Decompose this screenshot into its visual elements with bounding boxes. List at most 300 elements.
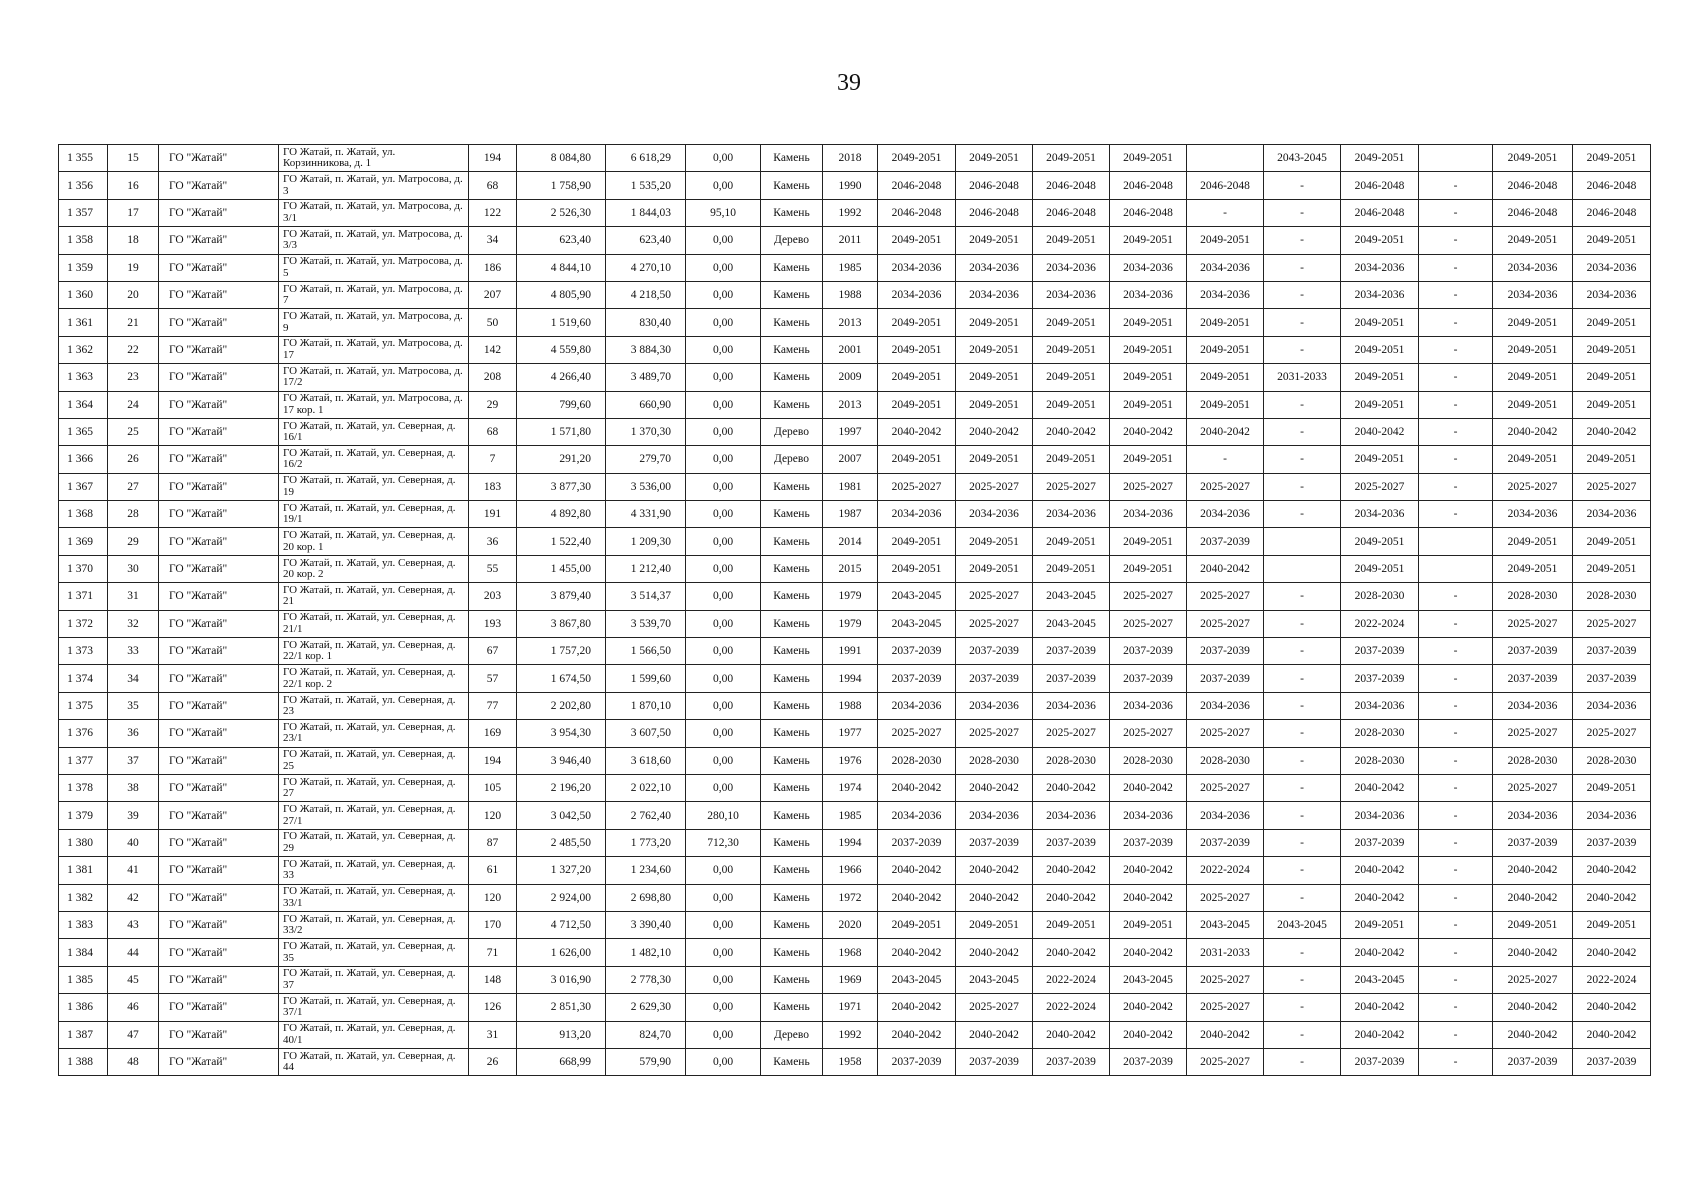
cell-repair-period-5: 2037-2039 (1187, 829, 1264, 856)
cell-year-built: 1997 (823, 418, 878, 445)
table-row (59, 473, 1651, 500)
cell-municipality: ГО "Жатай" (159, 309, 279, 336)
cell-repair-period-4: 2049-2051 (1110, 528, 1187, 555)
cell-repair-period-6: - (1264, 254, 1341, 281)
cell-repair-period-4: 2049-2051 (1110, 364, 1187, 391)
cell-repair-period-5: 2040-2042 (1187, 418, 1264, 445)
cell-repair-period-4: 2034-2036 (1110, 281, 1187, 308)
cell-repair-period-3: 2025-2027 (1033, 473, 1110, 500)
cell-wall-material: Камень (761, 610, 823, 637)
cell-repair-period-8: - (1419, 638, 1493, 665)
cell-repair-period-6: - (1264, 638, 1341, 665)
cell-total-area: 3 042,50 (517, 802, 606, 829)
cell-repair-period-3: 2025-2027 (1033, 720, 1110, 747)
table-row (59, 364, 1651, 391)
cell-repair-period-10: 2034-2036 (1573, 254, 1651, 281)
cell-wall-material: Камень (761, 473, 823, 500)
cell-repair-period-1: 2043-2045 (878, 583, 956, 610)
cell-repair-period-10: 2034-2036 (1573, 802, 1651, 829)
cell-row-number: 1 361 (59, 309, 108, 336)
cell-repair-period-2: 2049-2051 (956, 364, 1033, 391)
cell-repair-period-1: 2028-2030 (878, 747, 956, 774)
cell-repair-period-1: 2049-2051 (878, 364, 956, 391)
cell-repair-period-3: 2037-2039 (1033, 829, 1110, 856)
cell-repair-period-3: 2040-2042 (1033, 774, 1110, 801)
cell-repair-period-3: 2040-2042 (1033, 1021, 1110, 1048)
cell-repair-period-5: 2037-2039 (1187, 528, 1264, 555)
cell-row-number: 1 382 (59, 884, 108, 911)
cell-nonresidential-area: 0,00 (686, 145, 761, 172)
cell-municipality: ГО "Жатай" (159, 720, 279, 747)
cell-repair-period-2: 2040-2042 (956, 884, 1033, 911)
cell-repair-period-7: 2034-2036 (1341, 254, 1419, 281)
cell-municipality: ГО "Жатай" (159, 528, 279, 555)
cell-repair-period-2: 2040-2042 (956, 418, 1033, 445)
cell-row-number: 1 360 (59, 281, 108, 308)
cell-nonresidential-area: 0,00 (686, 939, 761, 966)
cell-residents: 194 (469, 145, 517, 172)
cell-living-area: 660,90 (606, 391, 686, 418)
cell-year-built: 1979 (823, 583, 878, 610)
table-row (59, 966, 1651, 993)
cell-repair-period-10: 2040-2042 (1573, 939, 1651, 966)
cell-repair-period-10: 2028-2030 (1573, 583, 1651, 610)
cell-repair-period-2: 2034-2036 (956, 281, 1033, 308)
cell-repair-period-3: 2034-2036 (1033, 692, 1110, 719)
cell-repair-period-8: - (1419, 911, 1493, 938)
cell-repair-period-8: - (1419, 391, 1493, 418)
cell-repair-period-9: 2025-2027 (1493, 720, 1573, 747)
cell-repair-period-2: 2037-2039 (956, 638, 1033, 665)
cell-year-built: 1994 (823, 665, 878, 692)
cell-nonresidential-area: 0,00 (686, 172, 761, 199)
cell-repair-period-7: 2040-2042 (1341, 418, 1419, 445)
cell-repair-period-7: 2037-2039 (1341, 665, 1419, 692)
cell-nonresidential-area: 0,00 (686, 966, 761, 993)
cell-repair-period-1: 2034-2036 (878, 281, 956, 308)
cell-nonresidential-area: 0,00 (686, 1021, 761, 1048)
cell-municipality: ГО "Жатай" (159, 966, 279, 993)
cell-repair-period-8: - (1419, 665, 1493, 692)
cell-repair-period-4: 2049-2051 (1110, 227, 1187, 254)
cell-total-area: 3 954,30 (517, 720, 606, 747)
cell-residents: 68 (469, 418, 517, 445)
cell-repair-period-4: 2037-2039 (1110, 638, 1187, 665)
cell-repair-period-4: 2040-2042 (1110, 994, 1187, 1021)
cell-total-area: 2 851,30 (517, 994, 606, 1021)
cell-repair-period-2: 2049-2051 (956, 528, 1033, 555)
cell-sub-number: 30 (108, 555, 159, 582)
cell-wall-material: Камень (761, 638, 823, 665)
cell-nonresidential-area: 0,00 (686, 583, 761, 610)
cell-nonresidential-area: 0,00 (686, 720, 761, 747)
cell-living-area: 2 629,30 (606, 994, 686, 1021)
cell-repair-period-6: - (1264, 391, 1341, 418)
cell-municipality: ГО "Жатай" (159, 583, 279, 610)
cell-living-area: 3 514,37 (606, 583, 686, 610)
cell-total-area: 668,99 (517, 1048, 606, 1075)
cell-row-number: 1 378 (59, 774, 108, 801)
cell-repair-period-7: 2022-2024 (1341, 610, 1419, 637)
cell-repair-period-4: 2046-2048 (1110, 172, 1187, 199)
cell-repair-period-5: 2049-2051 (1187, 391, 1264, 418)
cell-repair-period-2: 2049-2051 (956, 911, 1033, 938)
cell-repair-period-1: 2034-2036 (878, 501, 956, 528)
table-row (59, 227, 1651, 254)
cell-row-number: 1 356 (59, 172, 108, 199)
cell-repair-period-9: 2037-2039 (1493, 1048, 1573, 1075)
cell-repair-period-10: 2049-2051 (1573, 528, 1651, 555)
cell-repair-period-7: 2028-2030 (1341, 583, 1419, 610)
cell-repair-period-10: 2040-2042 (1573, 418, 1651, 445)
cell-repair-period-1: 2040-2042 (878, 857, 956, 884)
cell-municipality: ГО "Жатай" (159, 747, 279, 774)
cell-repair-period-1: 2049-2051 (878, 309, 956, 336)
cell-repair-period-4: 2049-2051 (1110, 309, 1187, 336)
cell-wall-material: Камень (761, 665, 823, 692)
cell-living-area: 2 778,30 (606, 966, 686, 993)
cell-year-built: 1976 (823, 747, 878, 774)
cell-repair-period-9: 2034-2036 (1493, 692, 1573, 719)
cell-nonresidential-area: 0,00 (686, 391, 761, 418)
cell-repair-period-9: 2028-2030 (1493, 583, 1573, 610)
cell-living-area: 4 218,50 (606, 281, 686, 308)
cell-total-area: 1 571,80 (517, 418, 606, 445)
cell-repair-period-9: 2034-2036 (1493, 802, 1573, 829)
cell-repair-period-2: 2034-2036 (956, 692, 1033, 719)
cell-total-area: 913,20 (517, 1021, 606, 1048)
cell-address: ГО Жатай, п. Жатай, ул. Северная, д. 33/2 (279, 911, 469, 938)
cell-residents: 186 (469, 254, 517, 281)
cell-repair-period-8: - (1419, 857, 1493, 884)
cell-repair-period-9: 2040-2042 (1493, 1021, 1573, 1048)
cell-repair-period-2: 2049-2051 (956, 309, 1033, 336)
cell-nonresidential-area: 0,00 (686, 364, 761, 391)
cell-nonresidential-area: 0,00 (686, 528, 761, 555)
cell-repair-period-3: 2037-2039 (1033, 1048, 1110, 1075)
cell-repair-period-8: - (1419, 692, 1493, 719)
cell-year-built: 1971 (823, 994, 878, 1021)
page-number: 39 (837, 70, 861, 96)
cell-repair-period-4: 2025-2027 (1110, 583, 1187, 610)
cell-year-built: 2015 (823, 555, 878, 582)
cell-repair-period-10: 2049-2051 (1573, 227, 1651, 254)
table-row (59, 665, 1651, 692)
cell-wall-material: Камень (761, 939, 823, 966)
cell-repair-period-2: 2040-2042 (956, 857, 1033, 884)
cell-nonresidential-area: 0,00 (686, 446, 761, 473)
cell-repair-period-6: - (1264, 939, 1341, 966)
cell-repair-period-5: 2040-2042 (1187, 1021, 1264, 1048)
table-row (59, 884, 1651, 911)
cell-repair-period-7: 2040-2042 (1341, 994, 1419, 1021)
cell-repair-period-6: - (1264, 1021, 1341, 1048)
cell-year-built: 2011 (823, 227, 878, 254)
cell-address: ГО Жатай, п. Жатай, ул. Северная, д. 19 (279, 473, 469, 500)
cell-repair-period-5: 2049-2051 (1187, 309, 1264, 336)
cell-repair-period-1: 2037-2039 (878, 1048, 956, 1075)
cell-nonresidential-area: 0,00 (686, 1048, 761, 1075)
cell-municipality: ГО "Жатай" (159, 555, 279, 582)
cell-repair-period-9: 2049-2051 (1493, 555, 1573, 582)
cell-row-number: 1 367 (59, 473, 108, 500)
cell-residents: 126 (469, 994, 517, 1021)
cell-repair-period-4: 2040-2042 (1110, 939, 1187, 966)
cell-wall-material: Камень (761, 747, 823, 774)
cell-residents: 207 (469, 281, 517, 308)
cell-repair-period-10: 2049-2051 (1573, 145, 1651, 172)
table-row (59, 638, 1651, 665)
cell-sub-number: 25 (108, 418, 159, 445)
cell-repair-period-9: 2049-2051 (1493, 364, 1573, 391)
cell-repair-period-7: 2049-2051 (1341, 145, 1419, 172)
cell-residents: 87 (469, 829, 517, 856)
cell-repair-period-9: 2040-2042 (1493, 939, 1573, 966)
cell-repair-period-10: 2049-2051 (1573, 364, 1651, 391)
cell-residents: 36 (469, 528, 517, 555)
cell-repair-period-6: - (1264, 610, 1341, 637)
cell-repair-period-10: 2040-2042 (1573, 1021, 1651, 1048)
cell-nonresidential-area: 0,00 (686, 227, 761, 254)
cell-municipality: ГО "Жатай" (159, 802, 279, 829)
cell-repair-period-3: 2034-2036 (1033, 254, 1110, 281)
cell-repair-period-3: 2049-2051 (1033, 309, 1110, 336)
cell-repair-period-8: - (1419, 418, 1493, 445)
cell-row-number: 1 372 (59, 610, 108, 637)
cell-repair-period-4: 2034-2036 (1110, 802, 1187, 829)
cell-address: ГО Жатай, п. Жатай, ул. Северная, д. 40/1 (279, 1021, 469, 1048)
cell-year-built: 1966 (823, 857, 878, 884)
cell-living-area: 1 370,30 (606, 418, 686, 445)
cell-repair-period-5: 2037-2039 (1187, 665, 1264, 692)
cell-total-area: 3 867,80 (517, 610, 606, 637)
cell-nonresidential-area: 0,00 (686, 281, 761, 308)
cell-repair-period-5: 2025-2027 (1187, 473, 1264, 500)
cell-repair-period-2: 2049-2051 (956, 227, 1033, 254)
cell-sub-number: 19 (108, 254, 159, 281)
cell-repair-period-10: 2049-2051 (1573, 911, 1651, 938)
cell-address: ГО Жатай, п. Жатай, ул. Северная, д. 33/1 (279, 884, 469, 911)
cell-year-built: 2018 (823, 145, 878, 172)
cell-repair-period-1: 2046-2048 (878, 172, 956, 199)
cell-address: ГО Жатай, п. Жатай, ул. Северная, д. 44 (279, 1048, 469, 1075)
cell-municipality: ГО "Жатай" (159, 501, 279, 528)
cell-repair-period-4: 2049-2051 (1110, 391, 1187, 418)
cell-living-area: 1 234,60 (606, 857, 686, 884)
cell-municipality: ГО "Жатай" (159, 446, 279, 473)
cell-total-area: 3 877,30 (517, 473, 606, 500)
cell-repair-period-9: 2049-2051 (1493, 309, 1573, 336)
cell-row-number: 1 355 (59, 145, 108, 172)
cell-address: ГО Жатай, п. Жатай, ул. Матросова, д. 5 (279, 254, 469, 281)
cell-repair-period-10: 2037-2039 (1573, 829, 1651, 856)
cell-repair-period-5: 2025-2027 (1187, 610, 1264, 637)
cell-row-number: 1 380 (59, 829, 108, 856)
cell-municipality: ГО "Жатай" (159, 1048, 279, 1075)
cell-repair-period-2: 2025-2027 (956, 994, 1033, 1021)
cell-repair-period-8: - (1419, 501, 1493, 528)
cell-repair-period-7: 2046-2048 (1341, 172, 1419, 199)
cell-repair-period-5: 2040-2042 (1187, 555, 1264, 582)
cell-wall-material: Камень (761, 501, 823, 528)
cell-address: ГО Жатай, п. Жатай, ул. Северная, д. 23/1 (279, 720, 469, 747)
cell-repair-period-4: 2049-2051 (1110, 446, 1187, 473)
cell-repair-period-9: 2037-2039 (1493, 638, 1573, 665)
cell-municipality: ГО "Жатай" (159, 199, 279, 226)
cell-living-area: 2 022,10 (606, 774, 686, 801)
table-row (59, 857, 1651, 884)
cell-repair-period-3: 2049-2051 (1033, 555, 1110, 582)
cell-repair-period-9: 2049-2051 (1493, 528, 1573, 555)
cell-total-area: 291,20 (517, 446, 606, 473)
cell-nonresidential-area: 0,00 (686, 884, 761, 911)
cell-repair-period-2: 2049-2051 (956, 555, 1033, 582)
cell-repair-period-3: 2043-2045 (1033, 583, 1110, 610)
cell-repair-period-8: - (1419, 884, 1493, 911)
cell-repair-period-5: 2049-2051 (1187, 227, 1264, 254)
cell-residents: 77 (469, 692, 517, 719)
cell-repair-period-2: 2049-2051 (956, 391, 1033, 418)
cell-sub-number: 46 (108, 994, 159, 1021)
cell-repair-period-8: - (1419, 172, 1493, 199)
table-row (59, 720, 1651, 747)
cell-repair-period-10: 2037-2039 (1573, 1048, 1651, 1075)
cell-repair-period-7: 2028-2030 (1341, 720, 1419, 747)
cell-repair-period-7: 2037-2039 (1341, 829, 1419, 856)
cell-repair-period-3: 2049-2051 (1033, 446, 1110, 473)
cell-repair-period-2: 2037-2039 (956, 1048, 1033, 1075)
cell-row-number: 1 384 (59, 939, 108, 966)
cell-repair-period-5: 2037-2039 (1187, 638, 1264, 665)
cell-living-area: 830,40 (606, 309, 686, 336)
cell-repair-period-9: 2046-2048 (1493, 172, 1573, 199)
table-row (59, 528, 1651, 555)
cell-repair-period-1: 2049-2051 (878, 336, 956, 363)
cell-residents: 67 (469, 638, 517, 665)
cell-repair-period-9: 2034-2036 (1493, 281, 1573, 308)
cell-address: ГО Жатай, п. Жатай, ул. Северная, д. 37/1 (279, 994, 469, 1021)
cell-total-area: 3 946,40 (517, 747, 606, 774)
cell-repair-period-2: 2049-2051 (956, 145, 1033, 172)
cell-nonresidential-area: 0,00 (686, 555, 761, 582)
cell-repair-period-7: 2028-2030 (1341, 747, 1419, 774)
cell-municipality: ГО "Жатай" (159, 692, 279, 719)
cell-repair-period-2: 2046-2048 (956, 199, 1033, 226)
cell-sub-number: 16 (108, 172, 159, 199)
cell-repair-period-5: 2034-2036 (1187, 501, 1264, 528)
cell-nonresidential-area: 0,00 (686, 774, 761, 801)
cell-wall-material: Камень (761, 884, 823, 911)
cell-sub-number: 47 (108, 1021, 159, 1048)
cell-address: ГО Жатай, п. Жатай, ул. Матросова, д. 7 (279, 281, 469, 308)
cell-repair-period-5: 2025-2027 (1187, 994, 1264, 1021)
cell-total-area: 4 844,10 (517, 254, 606, 281)
cell-repair-period-4: 2037-2039 (1110, 1048, 1187, 1075)
cell-nonresidential-area: 0,00 (686, 418, 761, 445)
cell-municipality: ГО "Жатай" (159, 638, 279, 665)
cell-row-number: 1 383 (59, 911, 108, 938)
cell-repair-period-1: 2040-2042 (878, 418, 956, 445)
cell-repair-period-3: 2043-2045 (1033, 610, 1110, 637)
cell-row-number: 1 371 (59, 583, 108, 610)
table-row (59, 583, 1651, 610)
cell-municipality: ГО "Жатай" (159, 774, 279, 801)
cell-repair-period-6: 2043-2045 (1264, 145, 1341, 172)
cell-repair-period-6: - (1264, 665, 1341, 692)
cell-row-number: 1 381 (59, 857, 108, 884)
cell-wall-material: Камень (761, 720, 823, 747)
cell-repair-period-3: 2049-2051 (1033, 391, 1110, 418)
cell-repair-period-9: 2040-2042 (1493, 857, 1573, 884)
cell-municipality: ГО "Жатай" (159, 665, 279, 692)
cell-repair-period-5: 2025-2027 (1187, 583, 1264, 610)
cell-total-area: 623,40 (517, 227, 606, 254)
cell-repair-period-4: 2043-2045 (1110, 966, 1187, 993)
cell-repair-period-1: 2049-2051 (878, 145, 956, 172)
cell-row-number: 1 368 (59, 501, 108, 528)
cell-repair-period-5: - (1187, 199, 1264, 226)
cell-row-number: 1 387 (59, 1021, 108, 1048)
cell-living-area: 1 566,50 (606, 638, 686, 665)
cell-repair-period-4: 2040-2042 (1110, 857, 1187, 884)
cell-nonresidential-area: 712,30 (686, 829, 761, 856)
table-row (59, 829, 1651, 856)
cell-repair-period-3: 2049-2051 (1033, 911, 1110, 938)
cell-repair-period-8: - (1419, 309, 1493, 336)
cell-repair-period-8: - (1419, 254, 1493, 281)
table-row (59, 501, 1651, 528)
cell-repair-period-10: 2046-2048 (1573, 172, 1651, 199)
cell-residents: 61 (469, 857, 517, 884)
cell-repair-period-1: 2046-2048 (878, 199, 956, 226)
cell-repair-period-6: - (1264, 829, 1341, 856)
cell-repair-period-5: 2034-2036 (1187, 281, 1264, 308)
cell-sub-number: 28 (108, 501, 159, 528)
cell-repair-period-7: 2046-2048 (1341, 199, 1419, 226)
cell-repair-period-5: 2025-2027 (1187, 774, 1264, 801)
cell-repair-period-8: - (1419, 336, 1493, 363)
cell-wall-material: Камень (761, 911, 823, 938)
cell-row-number: 1 362 (59, 336, 108, 363)
cell-total-area: 1 519,60 (517, 309, 606, 336)
cell-repair-period-1: 2040-2042 (878, 1021, 956, 1048)
cell-repair-period-7: 2034-2036 (1341, 802, 1419, 829)
cell-repair-period-10: 2049-2051 (1573, 336, 1651, 363)
cell-repair-period-9: 2034-2036 (1493, 254, 1573, 281)
cell-sub-number: 32 (108, 610, 159, 637)
cell-repair-period-6: - (1264, 473, 1341, 500)
cell-repair-period-8: - (1419, 610, 1493, 637)
table-row (59, 774, 1651, 801)
cell-repair-period-10: 2049-2051 (1573, 391, 1651, 418)
cell-sub-number: 22 (108, 336, 159, 363)
cell-year-built: 1988 (823, 281, 878, 308)
cell-residents: 26 (469, 1048, 517, 1075)
cell-row-number: 1 373 (59, 638, 108, 665)
cell-residents: 120 (469, 884, 517, 911)
cell-repair-period-8 (1419, 528, 1493, 555)
cell-wall-material: Камень (761, 966, 823, 993)
cell-living-area: 3 489,70 (606, 364, 686, 391)
cell-repair-period-1: 2034-2036 (878, 254, 956, 281)
cell-address: ГО Жатай, п. Жатай, ул. Матросова, д. 3/3 (279, 227, 469, 254)
cell-residents: 148 (469, 966, 517, 993)
cell-row-number: 1 375 (59, 692, 108, 719)
cell-municipality: ГО "Жатай" (159, 254, 279, 281)
cell-repair-period-7: 2049-2051 (1341, 309, 1419, 336)
cell-repair-period-1: 2049-2051 (878, 555, 956, 582)
cell-repair-period-3: 2046-2048 (1033, 199, 1110, 226)
